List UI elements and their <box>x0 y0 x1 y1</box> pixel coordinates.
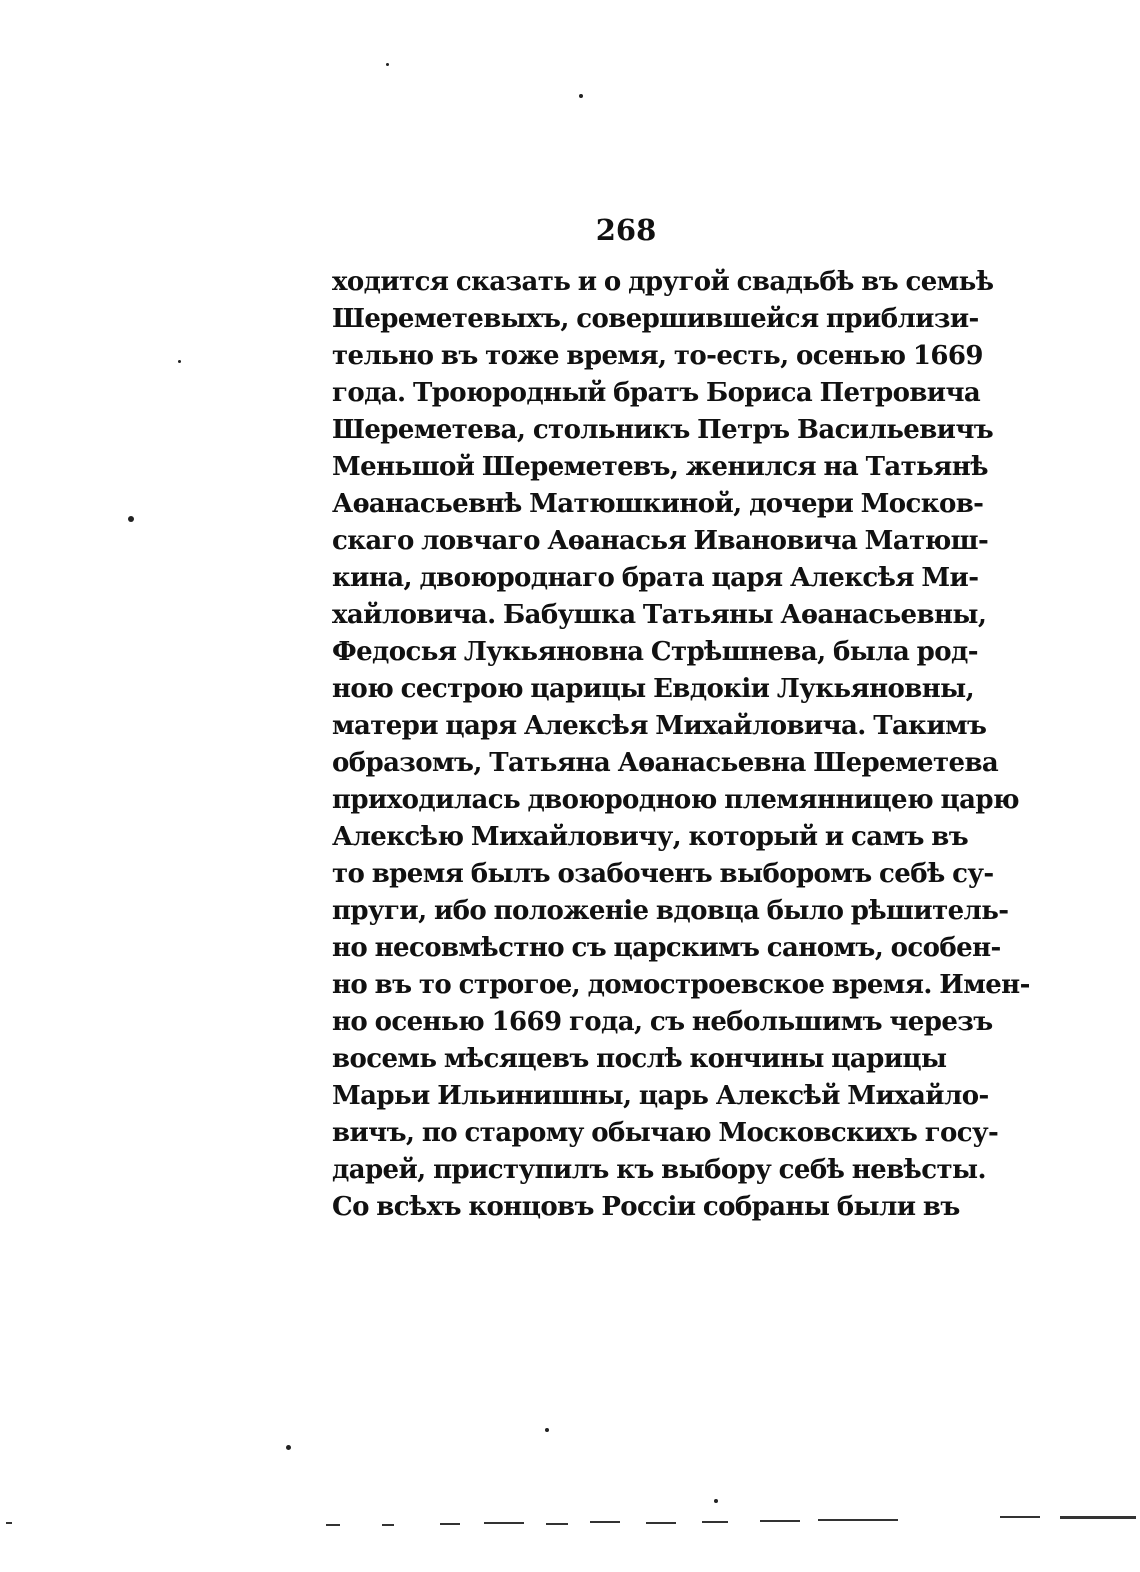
scan-mark <box>546 1523 568 1525</box>
scan-mark <box>440 1523 460 1525</box>
scan-mark <box>382 1524 394 1526</box>
text-line: восемь мѣсяцевъ послѣ кончины царицы <box>332 1044 947 1074</box>
scan-mark <box>326 1524 340 1526</box>
body-text <box>332 264 1030 1226</box>
text-line: то время былъ озабоченъ выборомъ себѣ су- <box>332 859 994 889</box>
text-line: приходилась двоюродною племянницею царю <box>332 785 1019 815</box>
scan-mark <box>702 1521 728 1523</box>
text-line: дарей, приступилъ къ выбору себѣ невѣсты. <box>332 1155 986 1185</box>
scan-speck <box>545 1428 549 1432</box>
text-line: Со всѣхъ концовъ Россіи собраны были въ <box>332 1192 960 1222</box>
text-line: Меньшой Шереметевъ, женился на Татьянѣ <box>332 452 988 482</box>
text-line: вичъ, по старому обычаю Московскихъ госу- <box>332 1118 999 1148</box>
text-line: образомъ, Татьяна Аѳанасьевна Шереметева <box>332 748 999 778</box>
scan-speck <box>386 63 389 66</box>
scan-mark <box>646 1522 676 1524</box>
text-line: Шереметева, стольникъ Петръ Васильевичъ <box>332 415 994 445</box>
scan-mark <box>590 1521 620 1523</box>
text-line: хайловича. Бабушка Татьяны Аѳанасьевны, <box>332 600 987 630</box>
scan-speck <box>714 1499 718 1503</box>
scan-mark <box>1000 1516 1040 1518</box>
text-line: но въ то строгое, домостроевское время. Имен- <box>332 970 1030 1000</box>
scan-speck <box>178 360 181 363</box>
scan-speck <box>286 1445 291 1450</box>
text-line: Марьи Ильинишны, царь Алексѣй Михайло- <box>332 1081 989 1111</box>
text-line: Аѳанасьевнѣ Матюшкиной, дочери Москов- <box>332 489 984 519</box>
text-line: Федосья Лукьяновна Стрѣшнева, была род- <box>332 637 978 667</box>
text-line: Алексѣю Михайловичу, который и самъ въ <box>332 822 969 852</box>
scan-speck <box>128 516 134 522</box>
text-line: ходится сказать и о другой свадьбѣ въ семьѣ <box>332 267 994 297</box>
text-line: скаго ловчаго Аѳанасья Ивановича Матюш- <box>332 526 989 556</box>
text-line: но несовмѣстно съ царскимъ саномъ, особен- <box>332 933 1001 963</box>
text-line: матери царя Алексѣя Михайловича. Такимъ <box>332 711 987 741</box>
text-line: Шереметевыхъ, совершившейся приблизи- <box>332 304 979 334</box>
scan-speck <box>579 94 583 98</box>
text-line: пруги, ибо положеніе вдовца было рѣшитель- <box>332 896 1009 926</box>
text-line: ною сестрою царицы Евдокіи Лукьяновны, <box>332 674 975 704</box>
scan-mark <box>484 1522 524 1524</box>
scan-mark <box>1060 1516 1136 1519</box>
scan-mark <box>6 1522 12 1524</box>
scan-mark <box>760 1520 800 1522</box>
text-line: кина, двоюроднаго брата царя Алексѣя Ми- <box>332 563 979 593</box>
text-line: года. Троюродный братъ Бориса Петровича <box>332 378 981 408</box>
page-number: 268 <box>595 213 657 247</box>
text-line: тельно въ тоже время, то-есть, осенью 1669 <box>332 341 983 371</box>
text-line: но осенью 1669 года, съ небольшимъ черезъ <box>332 1007 993 1037</box>
scan-mark <box>818 1519 898 1521</box>
